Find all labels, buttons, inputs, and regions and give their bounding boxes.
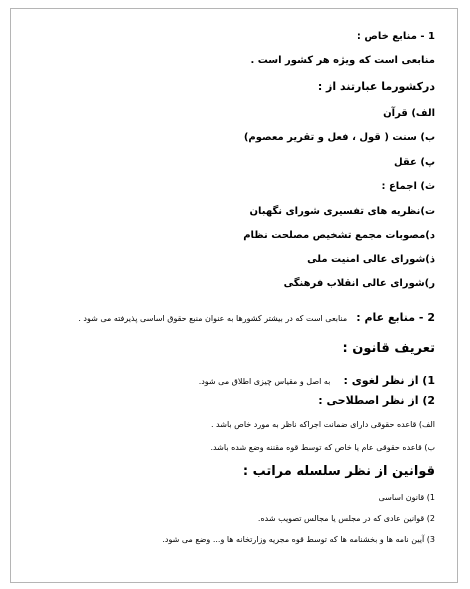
- row-general-sources: [78, 306, 435, 325]
- list-item-consensus: ث) اجماع :: [381, 181, 435, 192]
- text-general-sources-def: منابعی است که در بیشتر کشورها به عنوان منبع حقوق اساسی پذیرفته می شود .: [78, 314, 348, 323]
- heading-literal-meaning: 1) از نظر لغوی :: [343, 374, 435, 387]
- list-item-ordinary-laws: 2) قوانین عادی که در مجلس یا مجالس تصویب شده.: [257, 514, 435, 523]
- heading-general-sources: 2 - منابع عام :: [356, 311, 435, 324]
- list-item-quran: الف) قرآن: [383, 108, 435, 119]
- list-item-sunnah: ب) سنت ( قول ، فعل و تقریر معصوم): [243, 132, 435, 143]
- text-in-our-country: درکشورما عبارتند از :: [317, 80, 435, 93]
- list-item-expediency-council: د)مصوبات مجمع تشخیص مصلحت نظام: [243, 230, 435, 241]
- text-literal-meaning: به اصل و مقیاس چیزی اطلاق می شود.: [198, 377, 331, 386]
- list-item-constitution: 1) قانون اساسی: [378, 493, 435, 502]
- heading-law-definition: تعریف قانون :: [342, 341, 435, 356]
- row-literal-meaning: [199, 369, 435, 388]
- list-item-cultural-council: ر)شورای عالی انقلاب فرهنگی: [283, 278, 435, 289]
- text-technical-b: ب) قاعده حقوقی عام یا خاص که توسط قوه مقننه وضع شده باشد.: [210, 443, 435, 452]
- list-item-guardian-council: ت)نظریه های تفسیری شورای نگهبان: [249, 206, 435, 217]
- heading-technical-meaning: 2) از نظر اصطلاحی :: [318, 394, 435, 407]
- text-specific-sources-def: منابعی است که ویژه هر کشور است .: [250, 55, 435, 66]
- list-item-regulations: 3) آیین نامه ها و بخشنامه ها که توسط قوه مجریه وزارتخانه ها و... وضع می شود.: [162, 535, 435, 544]
- document-page: [10, 8, 458, 583]
- heading-law-hierarchy: قوانین از نظر سلسله مراتب :: [242, 464, 435, 479]
- text-technical-a: الف) قاعده حقوقی دارای ضمانت اجراکه ناظر به مورد خاص باشد .: [210, 420, 435, 429]
- list-item-reason: پ) عقل: [393, 157, 435, 168]
- heading-specific-sources: 1 - منابع خاص :: [356, 31, 435, 42]
- list-item-security-council: ذ)شورای عالی امنیت ملی: [307, 254, 435, 265]
